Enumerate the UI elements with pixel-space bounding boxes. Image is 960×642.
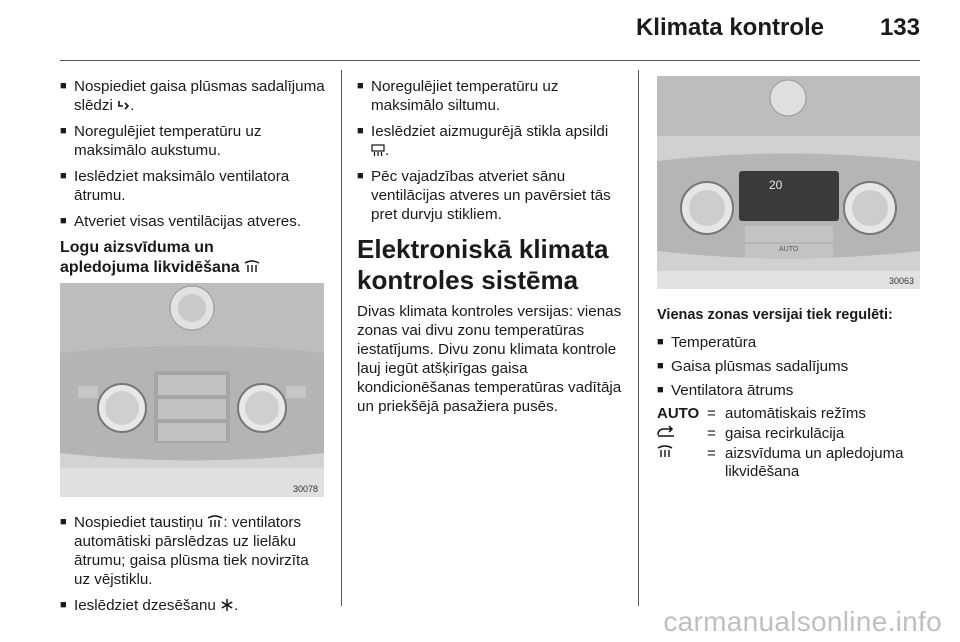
header-rule — [60, 60, 920, 61]
defrost-icon — [207, 515, 223, 529]
defrost-icon — [657, 445, 673, 459]
list-item: ■ Ventilatora ātrums — [657, 382, 794, 399]
climate-panel-photo — [60, 283, 324, 497]
column-2 — [357, 77, 625, 416]
defrost-icon — [244, 260, 260, 274]
subheading: Vienas zonas versijai tiek regulēti: — [657, 307, 893, 323]
intro-paragraph: Divas klimata kontroles versijas: vienas zonas vai divu zonu temperatūras iestatījums. Divu zonu klimata kontrole ļauj iegūt atšķirīgas gaisa kondicionēšanas temperatūras vadītāja un priekšējā pasažiera pusēs. — [357, 303, 622, 415]
list-item: ■ Ieslēdziet aizmugurējā stikla apsildi . — [357, 123, 609, 159]
list-item: ■ Pēc vajadzības atveriet sānu ventilācijas atveres un pavērsiet tās pret durvju stikliem. — [357, 168, 611, 223]
column-divider-1 — [341, 70, 342, 606]
snowflake-icon — [220, 598, 234, 612]
bullet-icon: ■ — [60, 80, 67, 92]
page-title: Klimata kontrole — [635, 14, 824, 41]
list-item: ■ Atveriet visas ventilācijas atveres. — [60, 213, 302, 230]
photo-code: 30078 — [292, 484, 318, 494]
rear-window-heating-icon — [371, 144, 385, 157]
airflow-icon — [117, 99, 130, 112]
column-divider-2 — [638, 70, 639, 606]
list-item: ■ Nospiediet taustiņu : ventilators automātiski pārslēdzas uz lielāku ātrumu; gaisa plūsma tiek novirzīta uz vējstiklu. — [60, 514, 309, 588]
column-1 — [60, 77, 326, 288]
list-item: ■ Temperatūra — [657, 334, 757, 351]
page-number: 133 — [879, 14, 920, 41]
photo-code: 30063 — [888, 276, 914, 286]
list-item: ■ Noregulējiet temperatūru uz maksimālo siltumu. — [357, 78, 559, 114]
list-item: ■ Ieslēdziet dzesēšanu . — [60, 597, 239, 614]
section-title: Elektroniskā klimata kontroles sistēma — [357, 234, 609, 295]
panel-auto-label: AUTO — [779, 246, 799, 253]
panel-display-readout: 20 — [769, 178, 783, 192]
table-row: = gaisa recirkulācija — [657, 425, 923, 445]
column-3 — [657, 306, 923, 483]
watermark: carmanualsonline.info — [663, 606, 942, 637]
single-zone-panel-photo — [657, 76, 920, 289]
list-item: ■ Ieslēdziet maksimālo ventilatora ātrumu. — [60, 168, 290, 204]
list-item: ■ Nospiediet gaisa plūsmas sadalījuma slēdzi . — [60, 78, 325, 114]
climate-panel-illustration — [60, 283, 324, 497]
column-1-bottom — [60, 513, 326, 622]
definition-table — [657, 405, 923, 483]
section-heading: Logu aizsvīduma un apledojuma likvidēšana — [60, 238, 326, 278]
recirculation-icon — [657, 425, 675, 438]
list-item: ■ Noregulējiet temperatūru uz maksimālo aukstumu. — [60, 123, 262, 159]
table-row: = aizsvīduma un apledojuma likvidēšana — [657, 445, 923, 483]
single-zone-panel-illustration — [657, 76, 920, 289]
list-item: ■ Gaisa plūsmas sadalījums — [657, 358, 849, 375]
table-row: AUTO = automātiskais režīms — [657, 405, 866, 422]
